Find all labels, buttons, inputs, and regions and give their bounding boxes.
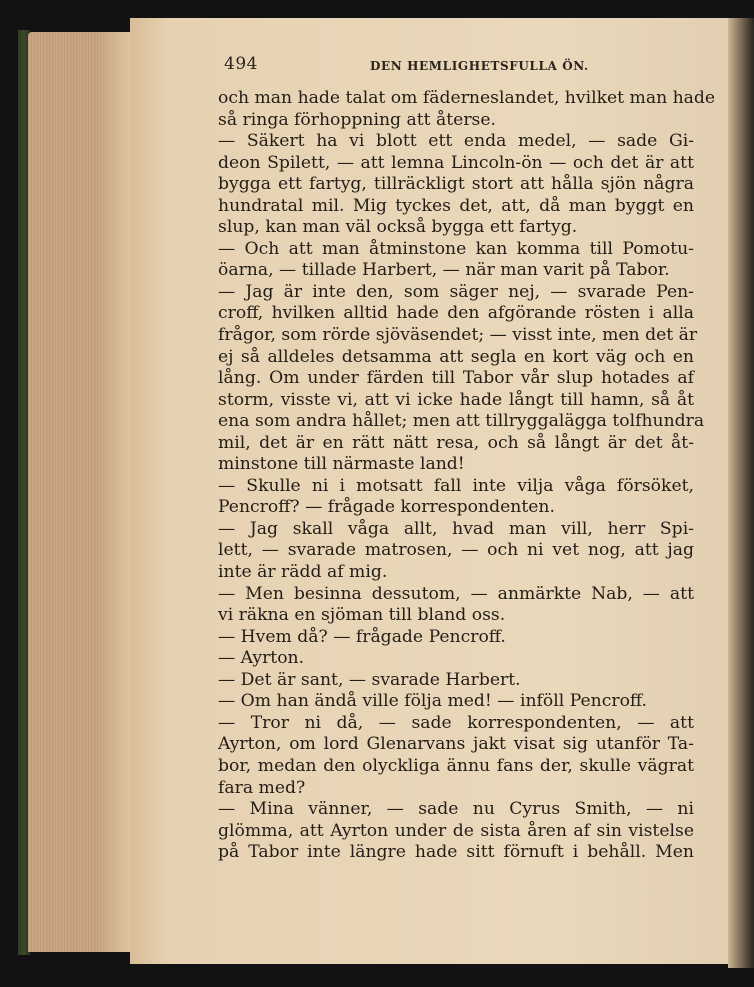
running-title: DEN HEMLIGHETSFULLA ÖN. (370, 59, 589, 73)
text-line: — Om han ändå ville följa med! — inföll Pencroff. (218, 691, 647, 712)
text-line: bygga ett fartyg, tillräckligt stort att hålla sjön några (218, 174, 694, 195)
page-edges (28, 32, 136, 952)
text-line: glömma, att Ayrton under de sista åren af sin vistelse (218, 820, 694, 841)
text-line: — Och att man åtminstone kan komma till Pomotu- (218, 238, 694, 259)
text-line: — Tror ni då, — sade korrespondenten, — att (218, 712, 694, 733)
text-line: mil, det är en rätt nätt resa, och så långt är det åt- (218, 432, 694, 453)
text-line: — Skulle ni i motsatt fall inte vilja våga försöket, (218, 475, 694, 496)
body-text (218, 88, 716, 864)
text-line: — Men besinna dessutom, — anmärkte Nab, — att (218, 583, 694, 604)
text-line: — Säkert ha vi blott ett enda medel, — sade Gi- (218, 131, 694, 152)
text-line: öarna, — tillade Harbert, — när man varit på Tabor. (218, 260, 670, 281)
text-line: vi räkna en sjöman till bland oss. (218, 605, 506, 626)
text-line: Ayrton, om lord Glenarvans jakt visat sig utanför Ta- (218, 734, 694, 755)
text-line: Pencroff? — frågade korrespondenten. (218, 497, 555, 518)
text-line: — Det är sant, — svarade Harbert. (218, 669, 521, 690)
text-line: deon Spilett, — att lemna Lincoln-ön — och det är att (218, 152, 694, 173)
page-number: 494 (224, 54, 258, 74)
text-line: slup, kan man väl också bygga ett fartyg. (218, 217, 578, 238)
text-line: — Hvem då? — frågade Pencroff. (218, 626, 506, 647)
page-right-edge (728, 18, 754, 968)
text-line: — Mina vänner, — sade nu Cyrus Smith, — ni (218, 799, 694, 820)
text-line: — Ayrton. (218, 648, 305, 669)
text-line: och man hade talat om fäderneslandet, hvilket man hade (218, 88, 716, 108)
text-line: ej så alldeles detsamma att segla en kort väg och en (218, 346, 694, 367)
text-line: storm, visste vi, att vi icke hade långt till hamn, så åt (218, 389, 694, 410)
text-line: hundratal mil. Mig tyckes det, att, då man byggt en (218, 195, 694, 216)
text-line: croff, hvilken alltid hade den afgörande rösten i alla (218, 303, 694, 324)
text-line: lett, — svarade matrosen, — och ni vet nog, att jag (218, 540, 694, 561)
text-line: — Jag skall våga allt, hvad man vill, herr Spi- (218, 518, 694, 539)
text-line: fara med? (218, 777, 306, 798)
page-header (222, 54, 692, 78)
text-line: lång. Om under färden till Tabor vår slup hotades af (218, 368, 694, 389)
text-line: — Jag är inte den, som säger nej, — svarade Pen- (218, 281, 694, 302)
text-line: så ringa förhoppning att återse. (218, 109, 496, 130)
text-line: frågor, som rörde sjöväsendet; — visst inte, men det är (218, 325, 698, 346)
text-line: inte är rädd af mig. (218, 562, 388, 583)
text-line: bor, medan den olyckliga ännu fans der, skulle vägrat (218, 755, 694, 776)
text-line: ena som andra hållet; men att tillryggalägga tolfhundra (218, 411, 705, 432)
text-line: på Tabor inte längre hade sitt förnuft i behåll. Men (218, 842, 694, 863)
text-line: minstone till närmaste land! (218, 454, 465, 475)
